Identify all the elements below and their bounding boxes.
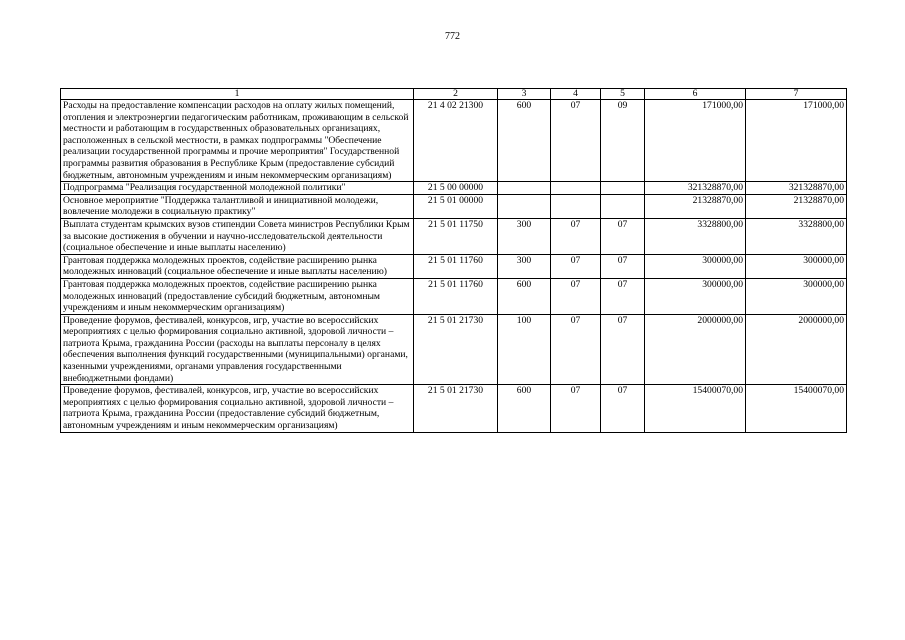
page-number: 772 <box>445 31 460 42</box>
row-name: Проведение форумов, фестивалей, конкурсов, игр, участие во всероссийских мероприятиях с целью формирования социально активной, здоровой личности – патриота Крыма, гражданина России (расходы на выплаты персоналу в целях обеспечения выполнения функций государственными (муниципальными) органами, казенными учреждениями, органами управления государственными внебюджетными фондами) <box>61 314 414 385</box>
row-expense-type <box>498 194 551 218</box>
row-code: 21 5 01 21730 <box>414 314 498 385</box>
header-row <box>61 89 847 100</box>
row-code: 21 5 00 00000 <box>414 182 498 195</box>
row-amount-7: 321328870,00 <box>746 182 847 195</box>
row-subsection: 07 <box>601 278 645 314</box>
row-subsection: 07 <box>601 314 645 385</box>
row-name: Грантовая поддержка молодежных проектов, содействие расширению рынка молодежных инноваций (предоставление субсидий бюджетным, автономным учреждениям и иным некоммерческим организациям) <box>61 278 414 314</box>
row-amount-6: 321328870,00 <box>645 182 746 195</box>
table-row <box>61 218 847 254</box>
row-name: Основное мероприятие "Поддержка талантливой и инициативной молодежи, вовлечение молодежи в социальную практику" <box>61 194 414 218</box>
table-row <box>61 314 847 385</box>
row-amount-6: 300000,00 <box>645 278 746 314</box>
row-code: 21 4 02 21300 <box>414 100 498 182</box>
row-amount-6: 21328870,00 <box>645 194 746 218</box>
row-amount-6: 2000000,00 <box>645 314 746 385</box>
col-header-2: 2 <box>414 89 498 100</box>
row-section <box>551 182 601 195</box>
row-expense-type: 300 <box>498 218 551 254</box>
row-expense-type: 600 <box>498 278 551 314</box>
row-code: 21 5 01 11760 <box>414 278 498 314</box>
row-section: 07 <box>551 314 601 385</box>
row-amount-7: 15400070,00 <box>746 385 847 432</box>
row-subsection: 07 <box>601 385 645 432</box>
row-expense-type <box>498 182 551 195</box>
row-code: 21 5 01 11760 <box>414 254 498 278</box>
row-subsection <box>601 194 645 218</box>
row-section <box>551 194 601 218</box>
row-expense-type: 600 <box>498 385 551 432</box>
row-section: 07 <box>551 254 601 278</box>
row-section: 07 <box>551 278 601 314</box>
row-name: Подпрограмма "Реализация государственной молодежной политики" <box>61 182 414 195</box>
row-expense-type: 300 <box>498 254 551 278</box>
table-row <box>61 182 847 195</box>
row-section: 07 <box>551 100 601 182</box>
col-header-1: 1 <box>61 89 414 100</box>
table-row <box>61 194 847 218</box>
row-code: 21 5 01 11750 <box>414 218 498 254</box>
row-amount-6: 300000,00 <box>645 254 746 278</box>
row-expense-type: 100 <box>498 314 551 385</box>
row-code: 21 5 01 00000 <box>414 194 498 218</box>
row-subsection: 07 <box>601 218 645 254</box>
row-expense-type: 600 <box>498 100 551 182</box>
col-header-4: 4 <box>551 89 601 100</box>
row-name: Выплата студентам крымских вузов стипендии Совета министров Республики Крым за высокие достижения в обучении и научно-исследовательской деятельности (социальное обеспечение и иные выплаты населению) <box>61 218 414 254</box>
row-subsection: 07 <box>601 254 645 278</box>
row-amount-7: 300000,00 <box>746 278 847 314</box>
row-amount-7: 2000000,00 <box>746 314 847 385</box>
row-amount-7: 3328800,00 <box>746 218 847 254</box>
table-row <box>61 100 847 182</box>
row-amount-7: 21328870,00 <box>746 194 847 218</box>
row-subsection <box>601 182 645 195</box>
row-name: Расходы на предоставление компенсации расходов на оплату жилых помещений, отопления и электроэнергии педагогическим работникам, проживающим в сельской местности и работающим в государственных образовательных организациях, расположенных в сельской местности, в рамках подпрограммы "Обеспечение реализации государственной программы и прочие мероприятия" Государственной программы развития образования в Республике Крым (предоставление субсидий бюджетным, автономным учреждениям и иным некоммерческим организациям) <box>61 100 414 182</box>
row-amount-6: 3328800,00 <box>645 218 746 254</box>
row-code: 21 5 01 21730 <box>414 385 498 432</box>
col-header-6: 6 <box>645 89 746 100</box>
budget-table <box>60 88 847 433</box>
table-row <box>61 385 847 432</box>
row-amount-7: 171000,00 <box>746 100 847 182</box>
row-section: 07 <box>551 218 601 254</box>
col-header-3: 3 <box>498 89 551 100</box>
row-name: Грантовая поддержка молодежных проектов, содействие расширению рынка молодежных инноваций (социальное обеспечение и иные выплаты населению) <box>61 254 414 278</box>
row-subsection: 09 <box>601 100 645 182</box>
row-section: 07 <box>551 385 601 432</box>
row-name: Проведение форумов, фестивалей, конкурсов, игр, участие во всероссийских мероприятиях с целью формирования социально активной, здоровой личности – патриота Крыма, гражданина России (предоставление субсидий бюджетным, автономным учреждениям и иным некоммерческим организациям) <box>61 385 414 432</box>
col-header-5: 5 <box>601 89 645 100</box>
row-amount-7: 300000,00 <box>746 254 847 278</box>
table-row <box>61 254 847 278</box>
row-amount-6: 171000,00 <box>645 100 746 182</box>
row-amount-6: 15400070,00 <box>645 385 746 432</box>
table-row <box>61 278 847 314</box>
col-header-7: 7 <box>746 89 847 100</box>
